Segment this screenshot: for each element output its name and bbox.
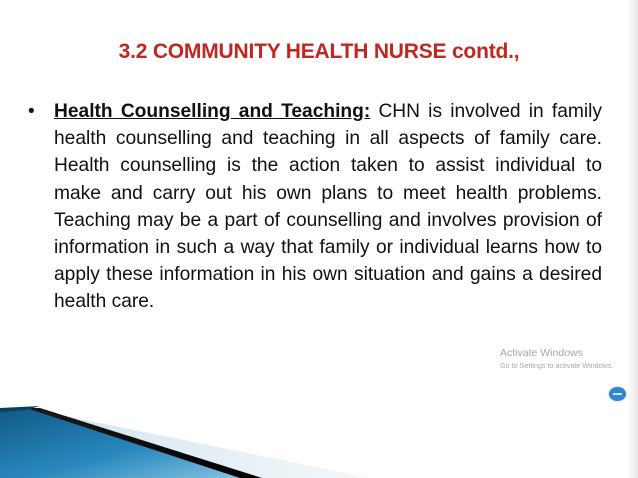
bullet-marker: • [28, 101, 35, 122]
bullet-paragraph [54, 98, 602, 316]
activate-windows-watermark [500, 346, 613, 372]
bullet-item [28, 98, 602, 316]
corner-decoration [0, 400, 638, 478]
bullet-heading: Health Counselling and Teaching: [54, 101, 371, 122]
watermark-subtitle: Go to Settings to activate Windows. [500, 361, 614, 370]
watermark-title: Activate Windows [500, 347, 583, 359]
chat-bubble-icon[interactable] [609, 387, 626, 401]
bullet-body: CHN is involved in family health counselling and teaching in all aspects of family care. Health counselling is the action taken to assist individual to make and carry out his own plans to meet health problems. Teaching may be a part of counselling and involves provision of information in such a way that family or individual learns how to apply these information in his own situation and gains a desired health care. [54, 101, 602, 313]
slide-title: 3.2 COMMUNITY HEALTH NURSE contd., [118, 40, 520, 63]
